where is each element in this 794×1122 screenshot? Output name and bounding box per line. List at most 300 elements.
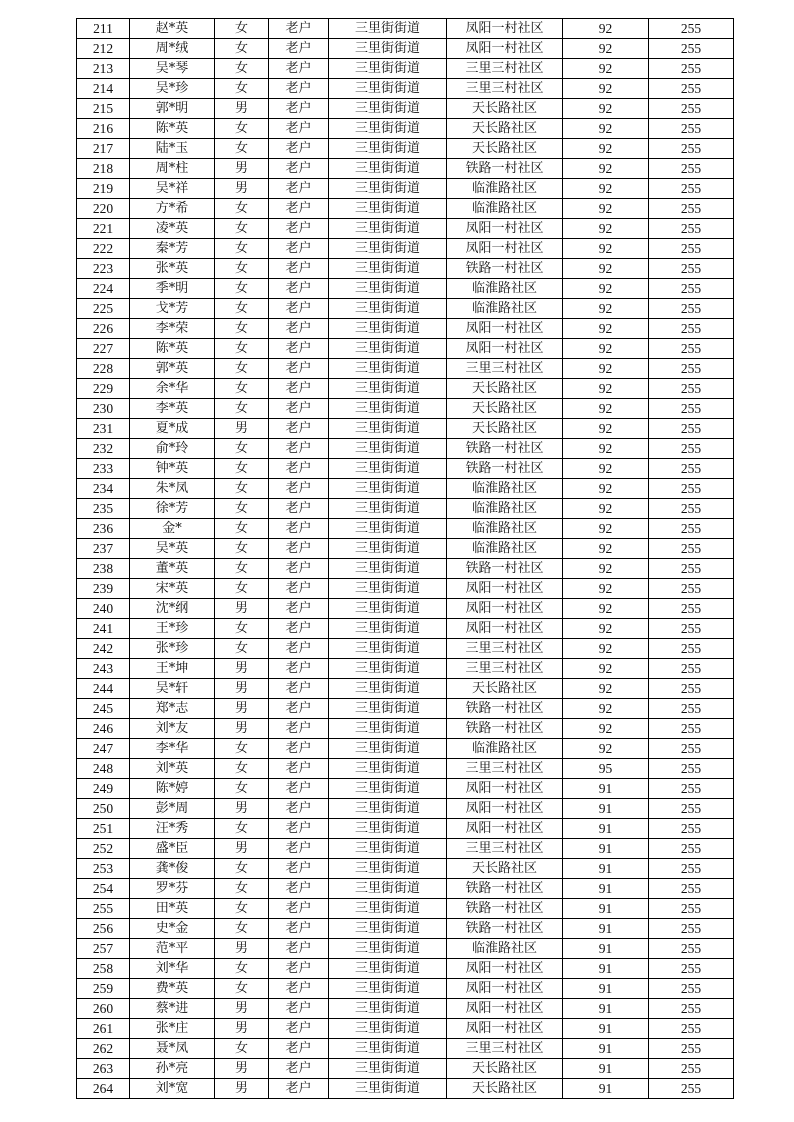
row-number-cell: 213 [77, 59, 130, 79]
community-cell: 铁路一村社区 [447, 899, 563, 919]
row-number-cell: 240 [77, 599, 130, 619]
name-cell: 吴*珍 [130, 79, 215, 99]
community-cell: 凤阳一村社区 [447, 19, 563, 39]
street-cell: 三里街街道 [329, 119, 447, 139]
name-cell: 赵*英 [130, 19, 215, 39]
value-cell: 255 [649, 339, 734, 359]
row-number-cell: 253 [77, 859, 130, 879]
name-cell: 吴*祥 [130, 179, 215, 199]
household-type-cell: 老户 [269, 699, 329, 719]
household-type-cell: 老户 [269, 379, 329, 399]
name-cell: 范*平 [130, 939, 215, 959]
household-type-cell: 老户 [269, 759, 329, 779]
community-cell: 天长路社区 [447, 119, 563, 139]
gender-cell: 女 [215, 219, 269, 239]
name-cell: 陈*英 [130, 119, 215, 139]
score-cell: 92 [563, 539, 649, 559]
street-cell: 三里街街道 [329, 559, 447, 579]
value-cell: 255 [649, 719, 734, 739]
value-cell: 255 [649, 499, 734, 519]
name-cell: 李*华 [130, 739, 215, 759]
community-cell: 天长路社区 [447, 379, 563, 399]
street-cell: 三里街街道 [329, 799, 447, 819]
table-row [77, 639, 734, 659]
row-number-cell: 261 [77, 1019, 130, 1039]
value-cell: 255 [649, 219, 734, 239]
score-cell: 92 [563, 339, 649, 359]
household-type-cell: 老户 [269, 679, 329, 699]
community-cell: 铁路一村社区 [447, 159, 563, 179]
household-type-cell: 老户 [269, 659, 329, 679]
name-cell: 郭*英 [130, 359, 215, 379]
row-number-cell: 237 [77, 539, 130, 559]
street-cell: 三里街街道 [329, 19, 447, 39]
name-cell: 金* [130, 519, 215, 539]
household-type-cell: 老户 [269, 419, 329, 439]
value-cell: 255 [649, 639, 734, 659]
name-cell: 孙*亮 [130, 1059, 215, 1079]
street-cell: 三里街街道 [329, 919, 447, 939]
row-number-cell: 214 [77, 79, 130, 99]
community-cell: 凤阳一村社区 [447, 339, 563, 359]
name-cell: 陈*英 [130, 339, 215, 359]
table-row [77, 319, 734, 339]
score-cell: 92 [563, 39, 649, 59]
street-cell: 三里街街道 [329, 679, 447, 699]
table-row [77, 979, 734, 999]
score-cell: 92 [563, 419, 649, 439]
household-type-cell: 老户 [269, 539, 329, 559]
gender-cell: 男 [215, 419, 269, 439]
gender-cell: 男 [215, 159, 269, 179]
street-cell: 三里街街道 [329, 339, 447, 359]
value-cell: 255 [649, 119, 734, 139]
gender-cell: 女 [215, 79, 269, 99]
score-cell: 91 [563, 979, 649, 999]
value-cell: 255 [649, 399, 734, 419]
community-cell: 临淮路社区 [447, 179, 563, 199]
row-number-cell: 215 [77, 99, 130, 119]
table-row [77, 699, 734, 719]
street-cell: 三里街街道 [329, 759, 447, 779]
score-cell: 92 [563, 359, 649, 379]
row-number-cell: 216 [77, 119, 130, 139]
household-type-cell: 老户 [269, 959, 329, 979]
table-row [77, 39, 734, 59]
household-type-cell: 老户 [269, 899, 329, 919]
value-cell: 255 [649, 899, 734, 919]
community-cell: 临淮路社区 [447, 519, 563, 539]
household-type-cell: 老户 [269, 819, 329, 839]
value-cell: 255 [649, 379, 734, 399]
score-cell: 92 [563, 559, 649, 579]
community-cell: 凤阳一村社区 [447, 999, 563, 1019]
row-number-cell: 234 [77, 479, 130, 499]
community-cell: 三里三村社区 [447, 79, 563, 99]
gender-cell: 男 [215, 1059, 269, 1079]
table-row [77, 579, 734, 599]
street-cell: 三里街街道 [329, 379, 447, 399]
row-number-cell: 211 [77, 19, 130, 39]
community-cell: 铁路一村社区 [447, 559, 563, 579]
table-row [77, 759, 734, 779]
community-cell: 凤阳一村社区 [447, 799, 563, 819]
community-cell: 凤阳一村社区 [447, 1019, 563, 1039]
gender-cell: 男 [215, 1019, 269, 1039]
street-cell: 三里街街道 [329, 479, 447, 499]
row-number-cell: 224 [77, 279, 130, 299]
value-cell: 255 [649, 659, 734, 679]
gender-cell: 男 [215, 99, 269, 119]
value-cell: 255 [649, 979, 734, 999]
row-number-cell: 218 [77, 159, 130, 179]
name-cell: 王*坤 [130, 659, 215, 679]
name-cell: 陆*玉 [130, 139, 215, 159]
score-cell: 92 [563, 59, 649, 79]
gender-cell: 男 [215, 799, 269, 819]
row-number-cell: 232 [77, 439, 130, 459]
score-cell: 95 [563, 759, 649, 779]
table-row [77, 519, 734, 539]
value-cell: 255 [649, 579, 734, 599]
score-cell: 92 [563, 679, 649, 699]
gender-cell: 男 [215, 1079, 269, 1099]
value-cell: 255 [649, 839, 734, 859]
street-cell: 三里街街道 [329, 459, 447, 479]
table-row [77, 279, 734, 299]
score-cell: 91 [563, 1059, 649, 1079]
street-cell: 三里街街道 [329, 39, 447, 59]
score-cell: 92 [563, 519, 649, 539]
name-cell: 彭*周 [130, 799, 215, 819]
value-cell: 255 [649, 1039, 734, 1059]
value-cell: 255 [649, 139, 734, 159]
street-cell: 三里街街道 [329, 719, 447, 739]
street-cell: 三里街街道 [329, 879, 447, 899]
table-row [77, 959, 734, 979]
gender-cell: 女 [215, 559, 269, 579]
community-cell: 铁路一村社区 [447, 439, 563, 459]
score-cell: 92 [563, 579, 649, 599]
community-cell: 天长路社区 [447, 859, 563, 879]
name-cell: 田*英 [130, 899, 215, 919]
table-row [77, 459, 734, 479]
score-cell: 91 [563, 1039, 649, 1059]
household-type-cell: 老户 [269, 179, 329, 199]
household-type-cell: 老户 [269, 479, 329, 499]
community-cell: 天长路社区 [447, 1059, 563, 1079]
table-row [77, 259, 734, 279]
household-type-cell: 老户 [269, 199, 329, 219]
household-type-cell: 老户 [269, 739, 329, 759]
table-row [77, 379, 734, 399]
value-cell: 255 [649, 259, 734, 279]
street-cell: 三里街街道 [329, 959, 447, 979]
row-number-cell: 263 [77, 1059, 130, 1079]
community-cell: 铁路一村社区 [447, 259, 563, 279]
value-cell: 255 [649, 299, 734, 319]
row-number-cell: 252 [77, 839, 130, 859]
name-cell: 吴*轩 [130, 679, 215, 699]
value-cell: 255 [649, 19, 734, 39]
gender-cell: 男 [215, 659, 269, 679]
score-cell: 92 [563, 19, 649, 39]
name-cell: 徐*芳 [130, 499, 215, 519]
score-cell: 91 [563, 1079, 649, 1099]
row-number-cell: 222 [77, 239, 130, 259]
gender-cell: 男 [215, 679, 269, 699]
community-cell: 天长路社区 [447, 139, 563, 159]
value-cell: 255 [649, 159, 734, 179]
value-cell: 255 [649, 39, 734, 59]
name-cell: 戈*芳 [130, 299, 215, 319]
household-type-cell: 老户 [269, 619, 329, 639]
household-type-cell: 老户 [269, 519, 329, 539]
name-cell: 季*明 [130, 279, 215, 299]
community-cell: 天长路社区 [447, 1079, 563, 1099]
row-number-cell: 238 [77, 559, 130, 579]
gender-cell: 男 [215, 999, 269, 1019]
name-cell: 张*庄 [130, 1019, 215, 1039]
row-number-cell: 231 [77, 419, 130, 439]
row-number-cell: 220 [77, 199, 130, 219]
value-cell: 255 [649, 559, 734, 579]
name-cell: 刘*英 [130, 759, 215, 779]
street-cell: 三里街街道 [329, 1039, 447, 1059]
row-number-cell: 249 [77, 779, 130, 799]
gender-cell: 女 [215, 619, 269, 639]
table-row [77, 859, 734, 879]
score-cell: 91 [563, 939, 649, 959]
community-cell: 铁路一村社区 [447, 459, 563, 479]
name-cell: 董*英 [130, 559, 215, 579]
table-row [77, 619, 734, 639]
street-cell: 三里街街道 [329, 359, 447, 379]
name-cell: 汪*秀 [130, 819, 215, 839]
name-cell: 郑*志 [130, 699, 215, 719]
table-row [77, 879, 734, 899]
row-number-cell: 254 [77, 879, 130, 899]
table-row [77, 339, 734, 359]
table-row [77, 799, 734, 819]
table-row [77, 159, 734, 179]
table-row [77, 59, 734, 79]
row-number-cell: 226 [77, 319, 130, 339]
gender-cell: 女 [215, 19, 269, 39]
name-cell: 张*英 [130, 259, 215, 279]
table-row [77, 219, 734, 239]
name-cell: 刘*友 [130, 719, 215, 739]
street-cell: 三里街街道 [329, 739, 447, 759]
name-cell: 郭*明 [130, 99, 215, 119]
name-cell: 李*英 [130, 399, 215, 419]
household-type-cell: 老户 [269, 259, 329, 279]
row-number-cell: 239 [77, 579, 130, 599]
gender-cell: 女 [215, 479, 269, 499]
value-cell: 255 [649, 739, 734, 759]
score-cell: 91 [563, 899, 649, 919]
table-row [77, 479, 734, 499]
household-type-cell: 老户 [269, 1039, 329, 1059]
table-row [77, 1039, 734, 1059]
value-cell: 255 [649, 279, 734, 299]
community-cell: 临淮路社区 [447, 499, 563, 519]
gender-cell: 女 [215, 379, 269, 399]
score-cell: 92 [563, 299, 649, 319]
gender-cell: 女 [215, 199, 269, 219]
row-number-cell: 242 [77, 639, 130, 659]
street-cell: 三里街街道 [329, 59, 447, 79]
value-cell: 255 [649, 959, 734, 979]
value-cell: 255 [649, 539, 734, 559]
community-cell: 临淮路社区 [447, 199, 563, 219]
gender-cell: 女 [215, 399, 269, 419]
household-type-cell: 老户 [269, 299, 329, 319]
street-cell: 三里街街道 [329, 999, 447, 1019]
street-cell: 三里街街道 [329, 139, 447, 159]
community-cell: 天长路社区 [447, 399, 563, 419]
table-row [77, 739, 734, 759]
street-cell: 三里街街道 [329, 99, 447, 119]
value-cell: 255 [649, 919, 734, 939]
score-cell: 91 [563, 879, 649, 899]
community-cell: 铁路一村社区 [447, 699, 563, 719]
community-cell: 天长路社区 [447, 99, 563, 119]
street-cell: 三里街街道 [329, 939, 447, 959]
gender-cell: 女 [215, 59, 269, 79]
score-cell: 92 [563, 699, 649, 719]
gender-cell: 男 [215, 719, 269, 739]
gender-cell: 女 [215, 779, 269, 799]
street-cell: 三里街街道 [329, 1079, 447, 1099]
gender-cell: 女 [215, 519, 269, 539]
community-cell: 天长路社区 [447, 679, 563, 699]
row-number-cell: 233 [77, 459, 130, 479]
value-cell: 255 [649, 519, 734, 539]
value-cell: 255 [649, 419, 734, 439]
row-number-cell: 241 [77, 619, 130, 639]
table-row [77, 299, 734, 319]
gender-cell: 女 [215, 639, 269, 659]
score-cell: 92 [563, 659, 649, 679]
score-cell: 92 [563, 99, 649, 119]
row-number-cell: 236 [77, 519, 130, 539]
value-cell: 255 [649, 1079, 734, 1099]
row-number-cell: 245 [77, 699, 130, 719]
household-type-cell: 老户 [269, 639, 329, 659]
gender-cell: 女 [215, 499, 269, 519]
row-number-cell: 247 [77, 739, 130, 759]
table-row [77, 179, 734, 199]
table-row [77, 659, 734, 679]
community-cell: 凤阳一村社区 [447, 239, 563, 259]
gender-cell: 女 [215, 759, 269, 779]
gender-cell: 女 [215, 119, 269, 139]
table-row [77, 99, 734, 119]
score-cell: 91 [563, 819, 649, 839]
table-row [77, 1059, 734, 1079]
gender-cell: 女 [215, 539, 269, 559]
row-number-cell: 248 [77, 759, 130, 779]
street-cell: 三里街街道 [329, 839, 447, 859]
household-type-cell: 老户 [269, 939, 329, 959]
household-type-cell: 老户 [269, 399, 329, 419]
gender-cell: 男 [215, 939, 269, 959]
street-cell: 三里街街道 [329, 859, 447, 879]
row-number-cell: 229 [77, 379, 130, 399]
row-number-cell: 255 [77, 899, 130, 919]
table-row [77, 79, 734, 99]
row-number-cell: 260 [77, 999, 130, 1019]
gender-cell: 女 [215, 279, 269, 299]
name-cell: 吴*琴 [130, 59, 215, 79]
value-cell: 255 [649, 99, 734, 119]
community-cell: 三里三村社区 [447, 1039, 563, 1059]
community-cell: 天长路社区 [447, 419, 563, 439]
street-cell: 三里街街道 [329, 399, 447, 419]
street-cell: 三里街街道 [329, 659, 447, 679]
name-cell: 宋*英 [130, 579, 215, 599]
name-cell: 余*华 [130, 379, 215, 399]
community-cell: 临淮路社区 [447, 939, 563, 959]
row-number-cell: 246 [77, 719, 130, 739]
community-cell: 凤阳一村社区 [447, 619, 563, 639]
gender-cell: 女 [215, 319, 269, 339]
gender-cell: 女 [215, 359, 269, 379]
table-row [77, 679, 734, 699]
table-row [77, 439, 734, 459]
value-cell: 255 [649, 459, 734, 479]
row-number-cell: 251 [77, 819, 130, 839]
household-type-cell: 老户 [269, 339, 329, 359]
gender-cell: 女 [215, 139, 269, 159]
community-cell: 临淮路社区 [447, 479, 563, 499]
score-cell: 92 [563, 279, 649, 299]
value-cell: 255 [649, 999, 734, 1019]
table-row [77, 539, 734, 559]
name-cell: 凌*英 [130, 219, 215, 239]
gender-cell: 女 [215, 739, 269, 759]
household-type-cell: 老户 [269, 99, 329, 119]
gender-cell: 女 [215, 299, 269, 319]
score-cell: 91 [563, 779, 649, 799]
table-row [77, 359, 734, 379]
name-cell: 王*珍 [130, 619, 215, 639]
row-number-cell: 228 [77, 359, 130, 379]
records-table [76, 18, 734, 1099]
household-type-cell: 老户 [269, 39, 329, 59]
row-number-cell: 235 [77, 499, 130, 519]
community-cell: 临淮路社区 [447, 299, 563, 319]
gender-cell: 男 [215, 839, 269, 859]
street-cell: 三里街街道 [329, 199, 447, 219]
gender-cell: 女 [215, 819, 269, 839]
score-cell: 92 [563, 139, 649, 159]
community-cell: 凤阳一村社区 [447, 979, 563, 999]
street-cell: 三里街街道 [329, 439, 447, 459]
score-cell: 92 [563, 619, 649, 639]
row-number-cell: 225 [77, 299, 130, 319]
street-cell: 三里街街道 [329, 599, 447, 619]
value-cell: 255 [649, 479, 734, 499]
community-cell: 三里三村社区 [447, 839, 563, 859]
score-cell: 92 [563, 739, 649, 759]
row-number-cell: 217 [77, 139, 130, 159]
score-cell: 92 [563, 719, 649, 739]
household-type-cell: 老户 [269, 79, 329, 99]
street-cell: 三里街街道 [329, 299, 447, 319]
street-cell: 三里街街道 [329, 239, 447, 259]
